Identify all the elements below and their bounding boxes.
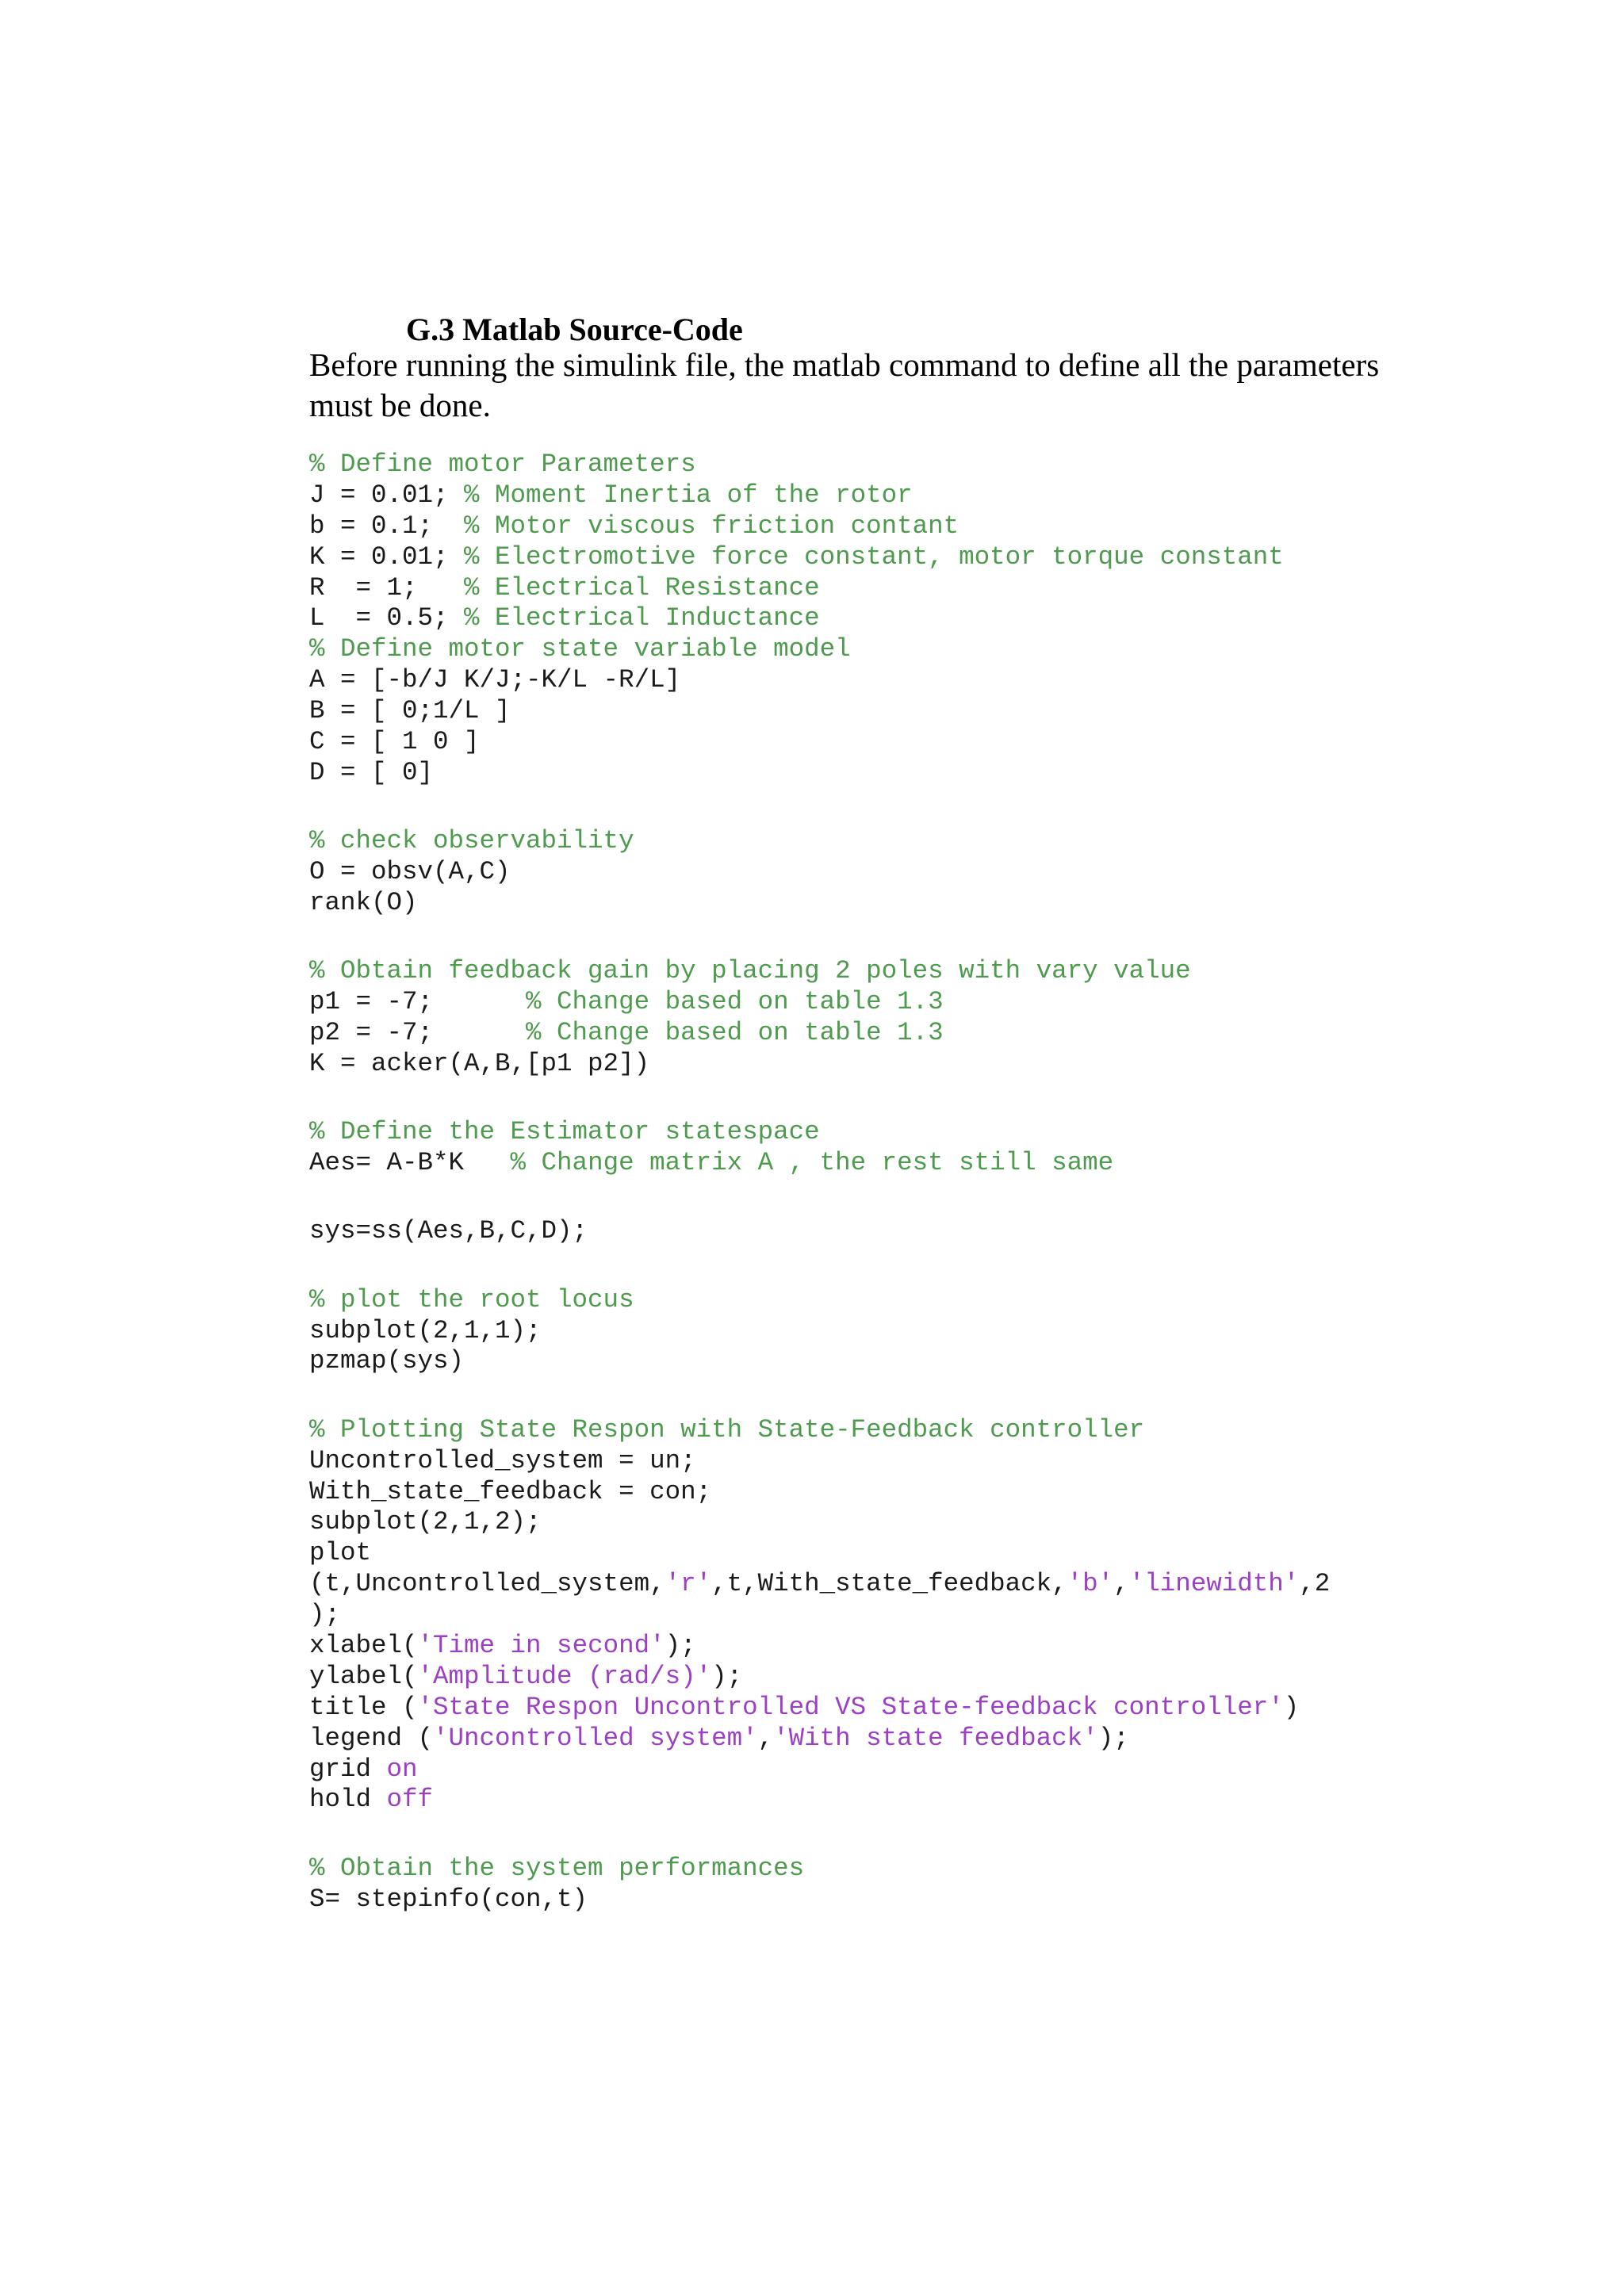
- code-blank-line: [309, 1816, 1330, 1853]
- code-text: ylabel(: [309, 1661, 418, 1691]
- code-string: 'Uncontrolled system': [433, 1723, 758, 1753]
- code-text: ,t,With_state_feedback,: [711, 1569, 1067, 1599]
- code-line: [309, 511, 1330, 542]
- code-text: Aes= A-B*K: [309, 1148, 511, 1178]
- code-line: [309, 1216, 1330, 1247]
- code-text: hold: [309, 1785, 387, 1815]
- code-line: [309, 634, 1330, 665]
- code-line: [309, 727, 1330, 758]
- code-comment: % Define the Estimator statespace: [309, 1117, 820, 1147]
- code-text: D = [ 0]: [309, 757, 434, 787]
- code-line: [309, 1446, 1330, 1477]
- code-string: 'Amplitude (rad/s)': [417, 1661, 712, 1691]
- code-line: [309, 1538, 1330, 1569]
- code-blank-line: [309, 789, 1330, 826]
- code-line: [309, 1415, 1330, 1446]
- code-comment: % Obtain feedback gain by placing 2 poles with vary value: [309, 956, 1191, 986]
- code-line: [309, 826, 1330, 857]
- code-line: [309, 1631, 1330, 1662]
- code-comment: % plot the root locus: [309, 1284, 634, 1314]
- code-comment: % Obtain the system performances: [309, 1853, 805, 1883]
- code-line: [309, 1148, 1330, 1179]
- code-line: [309, 573, 1330, 604]
- code-text: K = 0.01;: [309, 541, 465, 572]
- code-text: J = 0.01;: [309, 480, 465, 510]
- code-comment: % Electrical Inductance: [464, 603, 820, 633]
- code-string: 'b': [1067, 1569, 1114, 1599]
- code-string: 'State Respon Uncontrolled VS State-feedback controller': [417, 1692, 1284, 1722]
- code-line: [309, 1600, 1330, 1631]
- code-line: [309, 1569, 1330, 1600]
- code-text: O = obsv(A,C): [309, 857, 511, 887]
- code-text: );: [309, 1600, 341, 1630]
- code-line: [309, 1724, 1330, 1755]
- code-comment: % Moment Inertia of the rotor: [464, 480, 913, 510]
- code-text: subplot(2,1,1);: [309, 1315, 542, 1345]
- code-text: B = [ 0;1/L ]: [309, 696, 511, 726]
- code-comment: % check observability: [309, 826, 634, 856]
- code-text: subplot(2,1,2);: [309, 1507, 542, 1537]
- code-line: [309, 480, 1330, 511]
- code-text: A = [-b/J K/J;-K/L -R/L]: [309, 665, 681, 695]
- code-blank-line: [309, 919, 1330, 956]
- code-blank-line: [309, 1179, 1330, 1216]
- code-string: on: [386, 1754, 418, 1784]
- code-text: ,2: [1299, 1569, 1331, 1599]
- code-line: [309, 1662, 1330, 1693]
- code-line: [309, 542, 1330, 573]
- code-comment: % Change based on table 1.3: [526, 987, 944, 1017]
- code-line: [309, 450, 1330, 480]
- code-string: 'With state feedback': [773, 1723, 1098, 1753]
- code-text: With_state_feedback = con;: [309, 1476, 712, 1506]
- code-line: [309, 758, 1330, 789]
- intro-paragraph: Before running the simulink file, the matlab command to define all the parameters must be done.: [309, 346, 1380, 423]
- code-line: [309, 1285, 1330, 1316]
- code-text: pzmap(sys): [309, 1346, 465, 1376]
- code-line: [309, 696, 1330, 727]
- code-text: R = 1;: [309, 572, 465, 603]
- code-string: off: [386, 1785, 434, 1815]
- code-text: title (: [309, 1692, 418, 1722]
- code-text: legend (: [309, 1723, 434, 1753]
- code-text: );: [1097, 1723, 1129, 1753]
- code-text: sys=ss(Aes,B,C,D);: [309, 1216, 588, 1246]
- code-text: p2 = -7;: [309, 1018, 527, 1048]
- code-blank-line: [309, 1247, 1330, 1284]
- code-text: b = 0.1;: [309, 511, 465, 541]
- code-text: L = 0.5;: [309, 603, 465, 633]
- code-text: ): [1283, 1692, 1300, 1722]
- code-text: plot: [309, 1538, 372, 1568]
- code-line: [309, 1885, 1330, 1915]
- code-text: p1 = -7;: [309, 987, 527, 1017]
- code-text: Uncontrolled_system = un;: [309, 1445, 696, 1475]
- code-text: ,: [1113, 1569, 1129, 1599]
- code-comment: % Define motor state variable model: [309, 634, 851, 664]
- code-comment: % Electrical Resistance: [464, 572, 820, 603]
- code-line: [309, 1117, 1330, 1148]
- code-line: [309, 1854, 1330, 1885]
- code-line: [309, 603, 1330, 634]
- code-text: );: [665, 1630, 696, 1660]
- code-string: 'linewidth': [1128, 1569, 1300, 1599]
- code-comment: % Plotting State Respon with State-Feedback controller: [309, 1414, 1145, 1445]
- code-line: [309, 1477, 1330, 1508]
- code-comment: % Electromotive force constant, motor torque constant: [464, 541, 1284, 572]
- code-line: [309, 1316, 1330, 1347]
- code-line: [309, 956, 1330, 987]
- code-line: [309, 1507, 1330, 1538]
- code-line: [309, 665, 1330, 696]
- code-text: K = acker(A,B,[p1 p2]): [309, 1048, 650, 1078]
- code-line: [309, 888, 1330, 919]
- code-comment: % Change matrix A , the rest still same: [510, 1148, 1114, 1178]
- code-text: grid: [309, 1754, 387, 1784]
- code-line: [309, 1049, 1330, 1080]
- code-text: rank(O): [309, 887, 418, 917]
- code-text: ,: [757, 1723, 774, 1753]
- code-line: [309, 1346, 1330, 1377]
- code-comment: % Change based on table 1.3: [526, 1018, 944, 1048]
- code-text: );: [711, 1661, 743, 1691]
- code-line: [309, 987, 1330, 1018]
- code-line: [309, 1785, 1330, 1816]
- code-blank-line: [309, 1377, 1330, 1414]
- code-line: [309, 1018, 1330, 1049]
- code-text: xlabel(: [309, 1630, 418, 1660]
- code-comment: % Motor viscous friction contant: [464, 511, 959, 541]
- code-line: [309, 857, 1330, 888]
- code-text: (t,Uncontrolled_system,: [309, 1569, 665, 1599]
- code-blank-line: [309, 1080, 1330, 1117]
- code-text: C = [ 1 0 ]: [309, 727, 480, 757]
- code-string: 'Time in second': [417, 1630, 665, 1660]
- section-title: G.3 Matlab Source-Code: [406, 312, 743, 347]
- matlab-code-block: [309, 450, 1330, 1915]
- code-comment: % Define motor Parameters: [309, 450, 696, 479]
- code-string: 'r': [665, 1569, 712, 1599]
- code-line: [309, 1755, 1330, 1785]
- code-line: [309, 1693, 1330, 1724]
- code-text: S= stepinfo(con,t): [309, 1884, 588, 1914]
